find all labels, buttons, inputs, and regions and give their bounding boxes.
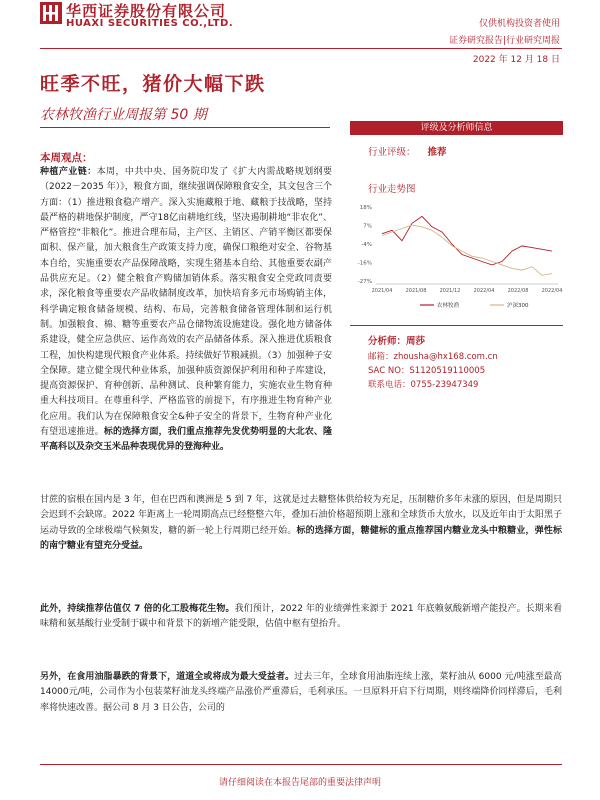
paragraph-text: 我们预计，2022 年的业绩弹性来源于 2021 年底赖氨酸新增产能投产。长期来看味精和氨基酸行业受制于碳中和背景下的新增产能受限，估值中枢有望抬升。: [40, 604, 562, 630]
paragraph-highlight: 标的选择方面，我们重点推荐先发优势明显的大北农、隆平高科以及杂交玉米品种表现优异的登海种业。: [40, 427, 332, 453]
series-line: [382, 225, 552, 275]
legend-label: 沪深300: [507, 303, 529, 309]
rating-value: 推荐: [427, 147, 447, 158]
x-tick-label: 2021/12: [439, 288, 461, 294]
brand-name-cn: 华西证券股份有限公司: [66, 2, 227, 20]
huaxi-logo-icon: [40, 2, 62, 24]
x-tick-label: 2021/04: [371, 288, 393, 294]
analyst-phone: 联系电话：0755-23947349: [368, 380, 479, 390]
header-divider: [40, 48, 562, 49]
paragraph-lead: 此外，持续推荐估值仅 7 倍的化工股梅花生物。: [40, 604, 235, 614]
y-tick-label: 18%: [359, 205, 372, 211]
industry-rating: [368, 144, 447, 158]
trend-chart-title: 行业走势图: [368, 184, 416, 195]
paragraph-lead: 种植产业链：: [40, 167, 97, 177]
report-subtitle: 农林牧渔行业周报第 50 期: [40, 107, 207, 123]
report-date: 2022 年 12 月 18 日: [472, 55, 560, 65]
analyst-sac-no: SAC NO：S1120519110005: [368, 366, 486, 376]
x-tick-label: 2021/08: [405, 288, 427, 294]
paragraph-planting: [40, 165, 332, 456]
y-tick-label: 7%: [363, 223, 372, 230]
x-tick-label: 2022/04: [473, 288, 495, 294]
audience-note: 仅供机构投资者使用: [478, 19, 560, 29]
section-label: 本周观点：: [40, 152, 93, 164]
side-panel-header: 评级及分析师信息: [350, 121, 563, 135]
paragraph-text: 过去三年，全球食用油脂连续上涨，菜籽油从 6000 元/吨涨至最高14000元/吨，公司作为小包装菜籽油龙头终端产品涨价严重滞后，毛利承压。一旦原料开启下行周期，则终端降价同样滞后，毛利率将快速改善。据公司 8 月 3 日公告，公司的: [40, 672, 562, 713]
legal-notice: 请仔细阅读在本报告尾部的重要法律声明: [218, 778, 381, 788]
x-tick-label: 2022/08: [507, 288, 529, 294]
paragraph-meihua: [40, 602, 562, 633]
y-tick-label: -27%: [357, 279, 372, 285]
paragraph-sugar: [40, 493, 562, 554]
rating-label: 行业评级：: [368, 147, 416, 158]
x-tick-label: 2022/04: [541, 288, 563, 294]
industry-trend-chart: [350, 198, 563, 316]
analyst-name: 分析师：周莎: [368, 336, 426, 347]
brand-name-en: HUAXI SECURITIES CO.,LTD.: [66, 18, 234, 29]
series-line: [382, 216, 552, 265]
subtitle-divider: [40, 127, 330, 128]
analyst-email[interactable]: 邮箱：zhousha@hx168.com.cn: [368, 352, 498, 362]
footer-divider: [40, 764, 562, 765]
y-tick-label: -4%: [361, 242, 372, 248]
report-type: 证券研究报告|行业研究周报: [448, 36, 560, 46]
paragraph-text: 甘蔗的宿根在国内是 3 年，但在巴西和澳洲是 5 到 7 年，这就是过去糖整体供给较为充足，压制糖价多年未涨的原因，但是周期只会迟到不会缺席。2022 年距离上一轮周期高点已经整整六年，叠加石油价格超预期上涨和全球货币大放水，以及近年由于太阳黑子运动导致的全球极端气候频发，糖的新一轮上行周期已经开始。: [40, 495, 562, 536]
report-title: 旺季不旺，猪价大幅下跌: [40, 73, 266, 95]
paragraph-text: 本周，中共中央、国务院印发了《扩大内需战略规划纲要（2022－2035 年）》，粮食方面，继续强调保障粮食安全，其文包含三个方面：（1）推进粮食稳产增产。深入实施藏粮于地、藏粮于技战略，坚持最严格的耕地保护制度，严守18亿亩耕地红线，坚决遏制耕地“非农化”、严格管控“非粮化”。推进合理布局，主产区、主销区、产销平衡区都要保面积、保产量，加大粮食生产政策支持力度，确保口粮绝对安全、谷物基本自给，实施重要农产品保障战略，实现生猪基本自给、其他重要农副产品供应充足。（2）健全粮食产购储加销体系。落实粮食安全党政同责要求，深化粮食等重要农产品收储制度改革，加快培育多元市场购销主体，科学确定粮食储备规模、结构、布局，完善粮食储备管理体制和运行机制。加强粮食、棉、糖等重要农产品仓储物流设施建设。强化地方储备体系建设，健全应急供应、运作高效的农产品储备体系。深入推进优质粮食工程，加快构建现代粮食产业体系。持续做好节粮减损。（3）加强种子安全保障。建立健全现代种业体系，加强种质资源保护利用和种子库建设，提高资源保护、育种创新、品种测试、良种繁育能力，实施农业生物育种重大科技项目。在尊重科学、严格监管的前提下，有序推进生物育种产业化应用。我们认为在保障粮食安全&种子安全的背景下，生物育种产业化有望迅速推进。: [40, 167, 332, 438]
legend-label: 农林牧渔: [437, 303, 460, 309]
paragraph-lead: 另外，在食用油脂暴跌的背景下，道道全或将成为最大受益者。: [40, 672, 295, 682]
paragraph-edible-oil: [40, 670, 562, 716]
paragraph-highlight: 标的选择方面，糖健标的重点推荐国内糖业龙头中粮糖业，弹性标的南宁糖业有望充分受益。: [40, 525, 562, 551]
panel-divider: [350, 325, 563, 326]
y-tick-label: -16%: [357, 260, 372, 267]
